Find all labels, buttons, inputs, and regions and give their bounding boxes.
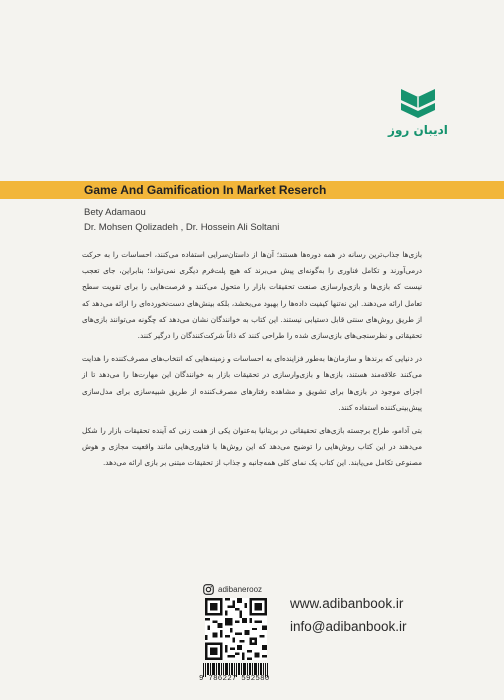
website-url: www.adibanbook.ir xyxy=(290,596,404,611)
contact-email: info@adibanbook.ir xyxy=(290,619,407,634)
instagram-icon xyxy=(203,584,214,595)
book-title: Game And Gamification In Market Reserch xyxy=(84,183,327,197)
author-line-1: Bety Adamaou xyxy=(84,207,146,218)
description-paragraph-3: بتی آدامو، طراح برجسته بازی‌های تحقیقاتی در بریتانیا به‌عنوان یکی از هفت زنی که آینده تحقیقات بازار را شکل می‌دهند در این کتاب روش‌هایی را توضیح می‌دهد که این روش‌ها با فناوری‌هایی مانند واقعیت مجازی و هوش مصنوعی تکامل می‌یابند. این کتاب یک نمای کلی همه‌جانبه و جذاب از تحقیقات مبتنی بر بازی ارائه می‌دهد. xyxy=(82,426,422,468)
social-handle-row xyxy=(203,584,262,595)
qr-code xyxy=(205,598,267,660)
book-description xyxy=(82,247,422,479)
book-fold-icon xyxy=(398,86,438,120)
author-line-2: Dr. Mohsen Qolizadeh , Dr. Hossein Ali Soltani xyxy=(84,222,280,233)
isbn-number: 9 786227 592580 xyxy=(199,675,270,683)
publisher-logo xyxy=(386,86,450,137)
description-paragraph-1: بازی‌ها جذاب‌ترین رسانه در همه دوره‌ها هستند؛ آن‌ها از داستان‌سرایی استفاده می‌کنند، احساسات را به حرکت درمی‌آورند و تکامل فناوری را به‌گونه‌ای پیش می‌برند که هیچ پلت‌فرم دیگری نمی‌تواند؛ بنابراین، جای تعجب نیست که بازی‌ها و بازی‌وارسازی صنعت تحقیقات بازار را متحول می‌کنند و فرصت‌هایی را برای تقویت سطح تعامل ارائه می‌دهند. این نه‌تنها کیفیت داده‌ها را بهبود می‌بخشد، بلکه بینش‌های دست‌نخورده‌ای را ارائه می‌دهد که از طریق روش‌های سنتی قابل دستیابی نیستند. این کتاب به خوانندگان نشان می‌دهد که چگونه می‌توانند بازی‌های تحقیقاتی و نظرسنجی‌های بازی‌سازی شده را طراحی کنند که ذاتاً شرکت‌کنندگان را درگیر کنند. xyxy=(82,250,422,341)
publisher-name: ادیبان روز xyxy=(388,123,448,137)
description-paragraph-2: در دنیایی که برندها و سازمان‌ها به‌طور فزاینده‌ای به احساسات و زمینه‌هایی که انتخاب‌های مصرف‌کننده را هدایت می‌کنند علاقه‌مند هستند، بازی‌ها و بازی‌وارسازی در تحقیقات بازار به خوانندگان این مهارت‌ها را می‌دهد تا از اجزای موجود در بازی‌ها برای تشویق و مشاهده رفتارهای مصرف‌کننده از طریق شبیه‌سازی برای مدل‌سازی پیش‌بینی‌کننده استفاده کنند. xyxy=(82,354,422,412)
instagram-handle: adibanerooz xyxy=(218,585,263,594)
